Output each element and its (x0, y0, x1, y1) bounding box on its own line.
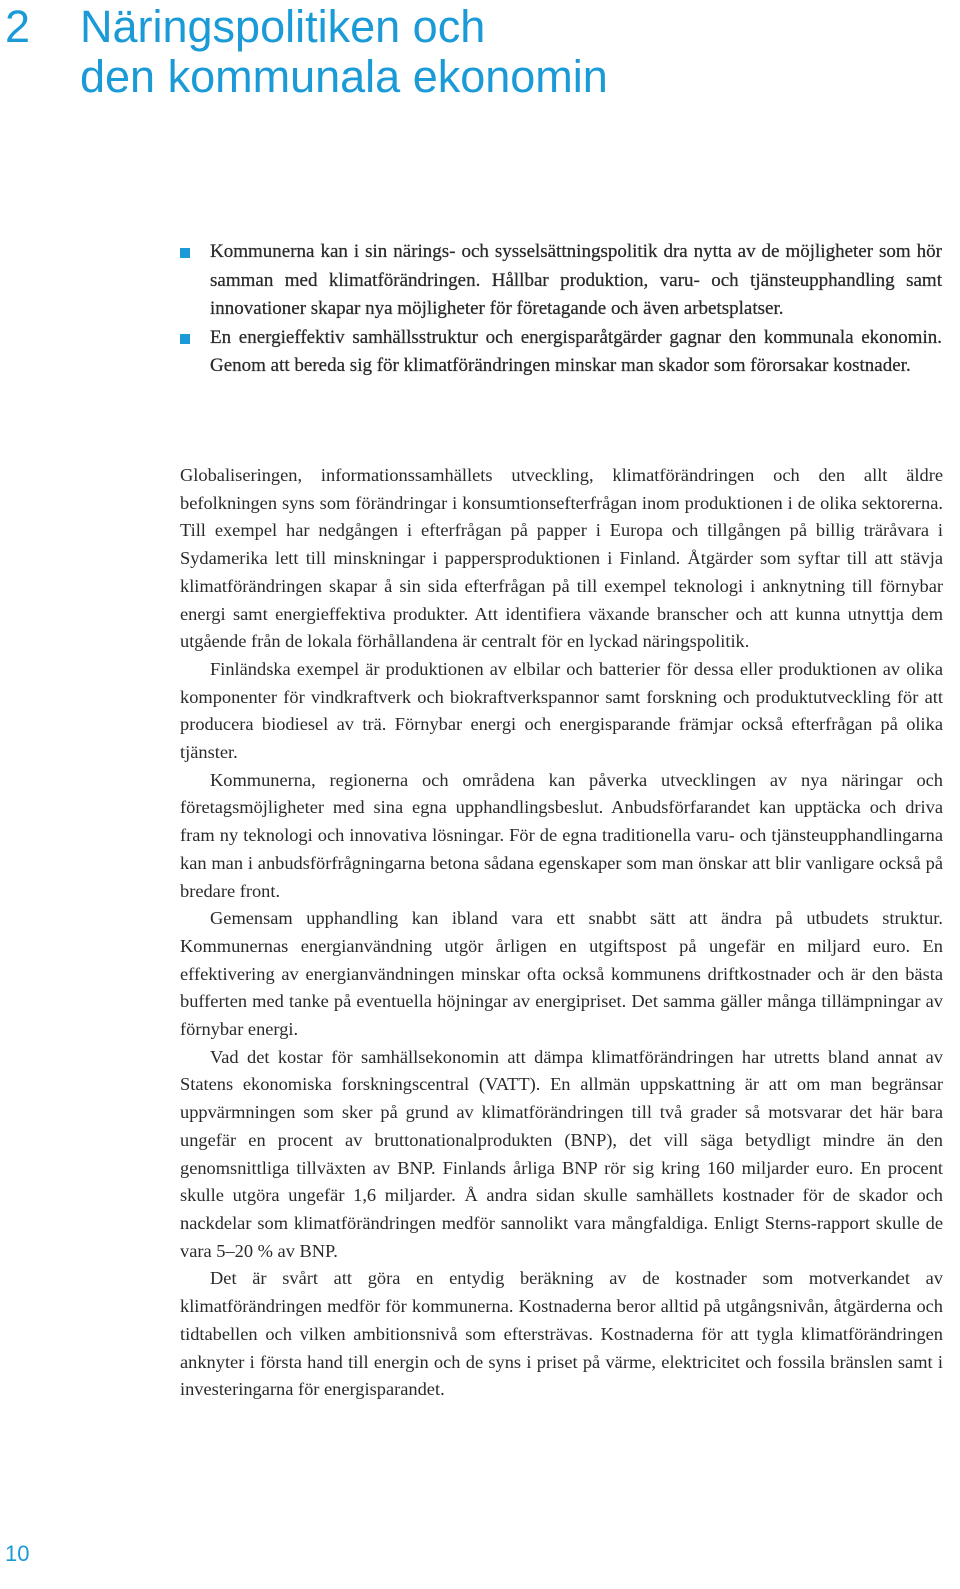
summary-item (180, 324, 942, 381)
body-paragraph: Det är svårt att göra en entydig beräkning av de kostnader som motverkandet av klimatförändringen medför för kommunerna. Kostnaderna beror alltid på utgångsnivån, åtgärderna och tidtabellen och vilken ambitionsnivå som eftersträvas. Kostnaderna för att tygla klimatförändringen anknyter i första hand till energin och de syns i priset på värme, elektricitet och fossila bränslen samt i investeringarna för energisparandet. (180, 1268, 943, 1400)
square-bullet-icon (180, 248, 190, 258)
summary-text: Kommunerna kan i sin närings- och sysselsättningspolitik dra nytta av de möjligheter som hör samman med klimatförändringen. Hållbar produktion, varu- och tjänsteupphandling samt innovationer skapar nya möjligheter för företagande och även arbetsplatser. (210, 241, 942, 319)
chapter-title-line-1: Näringspolitiken och (80, 1, 486, 52)
body-paragraph: Vad det kostar för samhällsekonomin att dämpa klimatförändringen har utretts bland annat av Statens ekonomiska forskningscentral (VATT). En allmän uppskattning är att om man begränsar uppvärmningen som sker på grund av klimatförändringen till två grader så motsvarar det här bara ungefär en procent av bruttonationalprodukten (BNP), det vill säga betydligt mindre än den genomsnittliga tillväxten av BNP. Finlands årliga BNP rör sig kring 160 miljarder euro. En procent skulle utgöra ungefär 1,6 miljarder. Å andra sidan skulle samhällets kostnader för de skador och nackdelar som klimatförändringen medför sannolikt vara mångfaldiga. Enligt Sterns-rapport skulle de vara 5–20 % av BNP. (180, 1046, 943, 1261)
chapter-title-line-2: den kommunala ekonomin (80, 51, 608, 102)
summary-text: En energieffektiv samhällsstruktur och energisparåtgärder gagnar den kommunala ekonomin. Genom att bereda sig för klimatförändringen minskar man skador som förorsakar kostnader. (210, 326, 942, 376)
page-number: 10 (5, 1541, 30, 1566)
body-paragraph: Kommunerna, regionerna och områdena kan påverka utvecklingen av nya näringar och företagsmöjligheter med sina egna upphandlingsbeslut. Anbudsförfarandet kan upptäcka och driva fram ny teknologi och innovativa lösningar. För de egna traditionella varu- och tjänsteupphandlingarna kan man i anbudsförfrågningarna betona sådana egenskaper som man önskar att blir vanligare också på bredare front. (180, 769, 943, 901)
square-bullet-icon (180, 334, 190, 344)
body-text (180, 462, 943, 1404)
summary-item (180, 238, 942, 324)
body-paragraph: Globaliseringen, informationssamhällets utveckling, klimatförändringen och den allt äldre befolkningen syns som förändringar i konsumtionsefterfrågan inom produktionen i de olika sektorerna. Till exempel har nedgången i efterfrågan på papper i Europa och tillgången på billig träråvara i Sydamerika lett till minskningar i pappersproduktionen i Finland. Åtgärder som syftar till att stävja klimatförändringen skapar å sin sida efterfrågan på till exempel teknologi i anknytning till förnybar energi samt energieffektiva produkter. Att identifiera växande branscher och att kunna utnyttja dem utgående från de lokala förhållandena är centralt för en lyckad näringspolitik. (180, 465, 943, 652)
chapter-title (80, 2, 608, 102)
summary-list (180, 238, 942, 381)
body-paragraph: Finländska exempel är produktionen av elbilar och batterier för dessa eller produktionen av olika komponenter för vindkraftverk och biokraftverkspannor samt forskning och produktutveckling för att producera biodiesel av trä. Förnybar energi och energisparande främjar också efterfrågan på olika tjänster. (180, 658, 943, 763)
body-paragraph: Gemensam upphandling kan ibland vara ett snabbt sätt att ändra på utbudets struktur. Kommunernas energianvändning utgör årligen en utgiftspost på ungefär en miljard euro. En effektivering av energianvändningen minskar ofta också kommunens driftkostnader och är den bästa bufferten med tanke på eventuella höjningar av energipriset. Det samma gäller många tillämpningar av förnybar energi. (180, 908, 943, 1040)
chapter-number: 2 (5, 1, 31, 52)
